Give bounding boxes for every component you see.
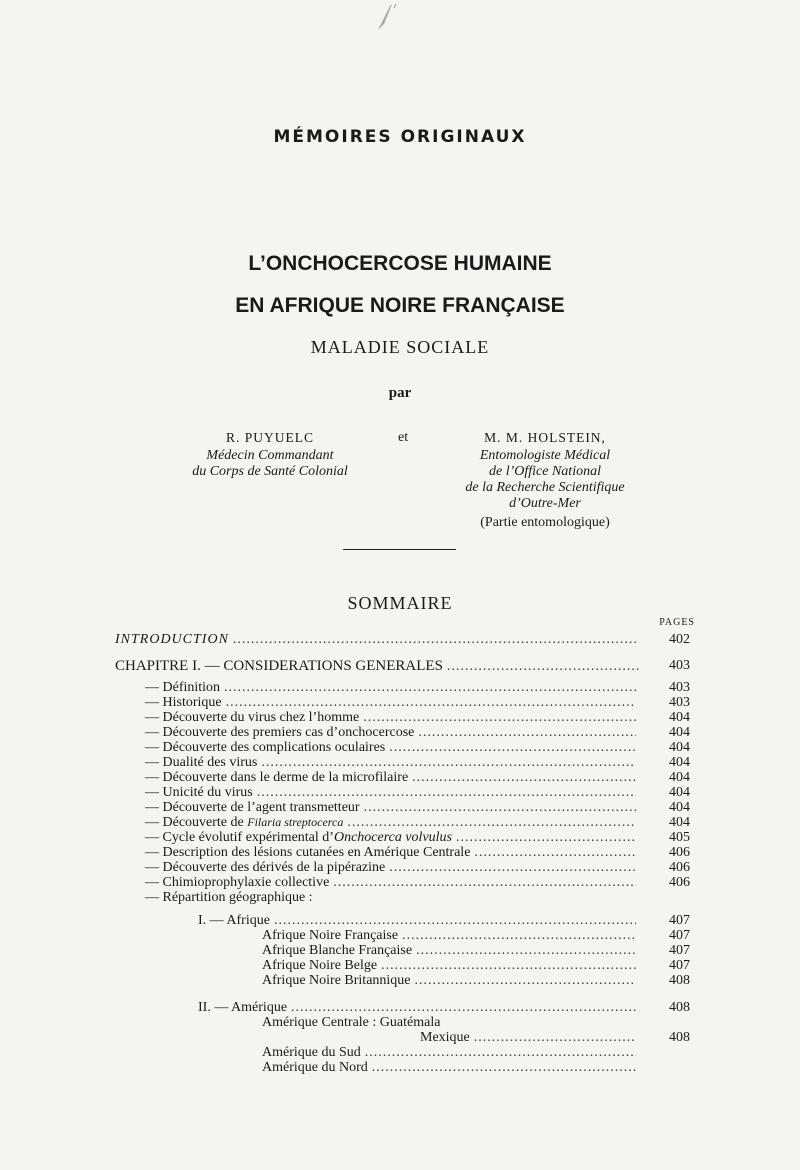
toc-entry (145, 695, 640, 711)
toc-page-number: 404 (669, 785, 690, 800)
toc-page-number: 406 (669, 845, 690, 860)
toc-leader (261, 755, 636, 771)
toc-label-italic: Filaria streptocerca (247, 815, 344, 829)
toc-label: I. — Afrique (198, 913, 270, 928)
ink-smudge (370, 0, 410, 40)
toc-page-number: 406 (669, 860, 690, 875)
toc-label: II. — Amérique (198, 1000, 288, 1015)
toc-leader (372, 1060, 636, 1076)
toc-entry-amerique (198, 1000, 640, 1016)
toc-page-number: 404 (669, 770, 690, 785)
sommaire-heading: SOMMAIRE (347, 593, 453, 613)
toc-page-number: 408 (669, 973, 690, 988)
toc-label: — Découverte du virus chez l’homme (145, 710, 360, 725)
toc-page-number: 402 (669, 632, 690, 647)
toc-page-number: 408 (669, 1000, 690, 1015)
toc-entry (145, 785, 640, 801)
author-left-role-1: Médecin Commandant (206, 448, 334, 463)
toc-entry (145, 875, 640, 891)
toc-label: INTRODUCTION (115, 632, 229, 647)
toc-page-number: 404 (669, 725, 690, 740)
toc-label: — Dualité des virus (145, 755, 258, 770)
toc-label: — Définition (145, 680, 221, 695)
toc-label: — Découverte de l’agent transmetteur (145, 800, 360, 815)
toc-leader (381, 958, 636, 974)
toc-subentry (262, 928, 640, 944)
toc-label: Mexique (420, 1030, 470, 1045)
article-title-line-1: L’ONCHOCERCOSE HUMAINE (248, 252, 552, 275)
toc-leader (226, 695, 636, 711)
toc-entry (145, 680, 640, 696)
toc-label: — Découverte des complications oculaires (145, 740, 386, 755)
toc-leader (418, 725, 636, 741)
toc-page-number: 403 (669, 695, 690, 710)
toc-label: — Chimioprophylaxie collective (145, 875, 330, 890)
toc-subentry-mexique (420, 1030, 640, 1046)
toc-leader (365, 1045, 636, 1061)
toc-leader (389, 740, 636, 756)
toc-label: Afrique Noire Britannique (262, 973, 411, 988)
pages-column-header: PAGES (659, 617, 695, 628)
toc-entry-chapitre-1 (115, 658, 643, 674)
toc-subentry (262, 973, 640, 989)
toc-entry (145, 710, 640, 726)
toc-leader (364, 800, 636, 816)
article-subtitle: MALADIE SOCIALE (310, 337, 490, 357)
toc-leader (224, 680, 636, 696)
toc-leader (233, 632, 639, 648)
author-right-role-4: d’Outre-Mer (509, 496, 581, 511)
toc-leader (389, 860, 636, 876)
toc-label-italic: Onchocerca volvulus (333, 830, 453, 845)
toc-subentry-amerique-centrale: Amérique Centrale : Guatémala (262, 1015, 441, 1030)
toc-page-number: 407 (669, 958, 690, 973)
toc-label: — Découverte dans le derme de la microfilaire (145, 770, 409, 785)
toc-entry-afrique (198, 913, 640, 929)
toc-label: Afrique Blanche Française (262, 943, 413, 958)
toc-leader (291, 1000, 636, 1016)
toc-leader (447, 659, 639, 675)
toc-leader (474, 845, 636, 861)
toc-leader (274, 913, 636, 929)
toc-label: Afrique Noire Belge (262, 958, 378, 973)
toc-page-number: 407 (669, 928, 690, 943)
toc-leader (415, 973, 636, 989)
toc-label: Amérique du Nord (262, 1060, 368, 1075)
divider-rule (343, 549, 456, 550)
toc-entry (145, 845, 640, 861)
toc-entry (145, 830, 640, 846)
author-right-role-1: Entomologiste Médical (479, 448, 611, 463)
toc-entry (145, 815, 640, 831)
article-title-line-2: EN AFRIQUE NOIRE FRANÇAISE (235, 294, 565, 317)
author-left-name: R. PUYUELC (225, 430, 314, 445)
toc-label-prefix: — Cycle évolutif expérimental d’ (145, 830, 334, 845)
toc-subentry (262, 958, 640, 974)
author-left (150, 430, 390, 480)
toc-entry (145, 770, 640, 786)
toc-page-number: 407 (669, 943, 690, 958)
toc-entry (145, 740, 640, 756)
author-right-note: (Partie entomologique) (480, 515, 610, 530)
toc-page-number: 404 (669, 755, 690, 770)
toc-leader (456, 830, 636, 846)
toc-label: Afrique Noire Française (262, 928, 399, 943)
byline-et: et (398, 430, 409, 445)
toc-subentry (262, 1045, 640, 1061)
toc-page-number: 405 (669, 830, 690, 845)
toc-page-number: 404 (669, 710, 690, 725)
toc-entry-introduction (115, 632, 643, 648)
author-right (435, 430, 655, 531)
toc-label (145, 815, 343, 831)
toc-label: — Unicité du virus (145, 785, 253, 800)
toc-label: Amérique du Sud (262, 1045, 361, 1060)
toc-entry (145, 725, 640, 741)
toc-page-number: 404 (669, 800, 690, 815)
toc-label-prefix: — Découverte de (145, 815, 248, 830)
toc-page-number: 408 (669, 1030, 690, 1045)
section-header: MÉMOIRES ORIGINAUX (273, 127, 527, 147)
toc-page-number: 404 (669, 740, 690, 755)
toc-label: — Découverte des dérivés de la pipérazine (145, 860, 386, 875)
author-right-role-2: de l’Office National (489, 464, 601, 479)
author-left-role-2: du Corps de Santé Colonial (192, 464, 348, 479)
toc-label: — Description des lésions cutanées en Amérique Centrale (145, 845, 471, 860)
toc-page-number: 403 (669, 658, 690, 673)
toc-leader (347, 815, 636, 831)
toc-entry (145, 800, 640, 816)
toc-entry-repartition: — Répartition géographique : (145, 890, 313, 905)
toc-page-number: 407 (669, 913, 690, 928)
toc-page-number: 404 (669, 815, 690, 830)
author-right-role-3: de la Recherche Scientifique (465, 480, 625, 495)
toc-leader (412, 770, 636, 786)
toc-page-number: 406 (669, 875, 690, 890)
toc-label (145, 830, 452, 846)
author-right-name: M. M. HOLSTEIN, (484, 430, 606, 445)
toc-page-number: 403 (669, 680, 690, 695)
toc-subentry (262, 943, 640, 959)
toc-label: — Historique (145, 695, 222, 710)
toc-label: — Découverte des premiers cas d’onchocercose (145, 725, 415, 740)
toc-leader (402, 928, 636, 944)
toc-leader (474, 1030, 636, 1046)
toc-leader (257, 785, 636, 801)
byline-par: par (388, 385, 412, 401)
toc-entry (145, 755, 640, 771)
toc-entry (145, 860, 640, 876)
toc-leader (333, 875, 636, 891)
toc-leader (363, 710, 636, 726)
toc-subentry (262, 1060, 640, 1076)
toc-leader (416, 943, 636, 959)
toc-label: CHAPITRE I. — CONSIDERATIONS GENERALES (115, 658, 443, 674)
